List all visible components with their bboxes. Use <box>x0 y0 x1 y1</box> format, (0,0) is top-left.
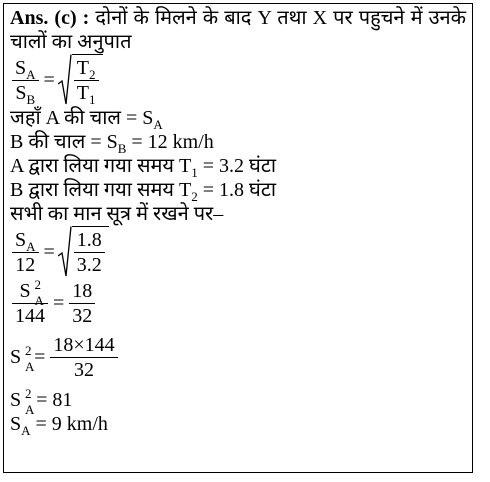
lhs-den-sub: B <box>26 91 36 107</box>
sa-squared <box>10 343 35 374</box>
formula-product <box>10 332 466 382</box>
f3-rhs-num: 18 <box>69 279 95 304</box>
equals-sign: = <box>43 69 55 91</box>
equals-sign: = <box>34 346 46 368</box>
rad-den: T <box>76 82 90 104</box>
answer-box <box>3 3 473 473</box>
f2-rad-num: 1.8 <box>74 228 105 253</box>
f3-den: 144 <box>15 304 45 327</box>
equals-sign: = <box>53 292 65 314</box>
sa-squared <box>10 386 35 417</box>
equals-sign: = <box>43 241 55 263</box>
intro-text: दोनों के मिलने के बाद Y तथा X पर पहुचने में उनके <box>95 7 467 29</box>
f3-num-sub: A <box>34 292 44 308</box>
time-a-text: A द्वारा लिया गया समय T <box>10 155 192 177</box>
time-a-line <box>10 154 466 178</box>
lhs-den: S <box>15 81 27 104</box>
f5-lhs-sup: 2 <box>25 386 32 401</box>
final-answer-line <box>10 412 466 436</box>
sa-squared <box>19 276 44 308</box>
final-lhs-sub: A <box>21 423 31 438</box>
f2-num: S <box>15 228 27 251</box>
f3-num: S <box>19 279 31 302</box>
lhs-num-sub: A <box>26 66 36 82</box>
product-fraction <box>50 333 117 382</box>
f4-rhs-den: 32 <box>74 358 95 381</box>
ratio-heading: चालों का अनुपात <box>10 31 132 53</box>
formula-speed-ratio <box>10 55 466 105</box>
time-b-line <box>10 178 466 202</box>
time-b-sub: 2 <box>191 189 198 204</box>
f4-lhs-sub: A <box>25 359 35 374</box>
substitute-line: सभी का मान सूत्र में रखने पर– <box>10 203 224 225</box>
f4-lhs-sup: 2 <box>25 343 32 358</box>
speed-a-text: जहाँ A की चाल = S <box>10 107 154 129</box>
final-lhs: S <box>10 413 22 435</box>
time-a-value: = 3.2 घंटा <box>197 155 277 177</box>
speed-a-sub: A <box>153 117 163 132</box>
rad-num: T <box>76 57 90 79</box>
answer-intro-line <box>10 6 466 30</box>
f2-num-sub: A <box>26 238 36 254</box>
speed-b-line <box>10 130 466 154</box>
speed-b-text: B की चाल = S <box>10 131 118 153</box>
result-squared-line <box>10 386 466 417</box>
sub-radicand-fraction <box>74 228 105 277</box>
radical-sign-icon <box>58 226 72 278</box>
radicand-fraction <box>74 56 99 105</box>
f3-rhs-den: 32 <box>72 304 93 327</box>
square-root <box>58 226 109 278</box>
f4-lhs: S <box>10 346 22 368</box>
sq-rhs-fraction <box>69 279 95 328</box>
answer-label: Ans. (c) : <box>10 7 90 29</box>
rad-den-sub: 1 <box>89 92 96 107</box>
formula-squared <box>10 278 466 328</box>
radical-sign-icon <box>58 54 72 106</box>
f4-rhs-num: 18×144 <box>50 333 117 358</box>
sub-lhs-fraction <box>12 228 39 277</box>
formula-substituted <box>10 227 466 277</box>
ratio-lhs-fraction <box>12 56 39 105</box>
f5-lhs: S <box>10 389 22 411</box>
time-b-value: = 1.8 घंटा <box>197 179 277 201</box>
final-rhs: = 9 km/h <box>30 413 108 435</box>
speed-b-value: = 12 km/h <box>126 131 214 153</box>
time-b-text: B द्वारा लिया गया समय T <box>10 179 192 201</box>
time-a-sub: 1 <box>191 165 198 180</box>
square-root <box>58 54 103 106</box>
speed-b-sub: B <box>117 141 127 156</box>
sq-lhs-fraction <box>12 276 48 328</box>
speed-a-line <box>10 106 466 130</box>
f5-rhs: = 81 <box>36 389 73 411</box>
f5-lhs-sub: A <box>25 402 35 417</box>
f2-rad-den: 3.2 <box>76 254 102 276</box>
rad-num-sub: 2 <box>89 67 96 82</box>
f2-den: 12 <box>15 253 36 276</box>
f3-num-sup: 2 <box>34 276 41 292</box>
lhs-num: S <box>15 56 27 79</box>
